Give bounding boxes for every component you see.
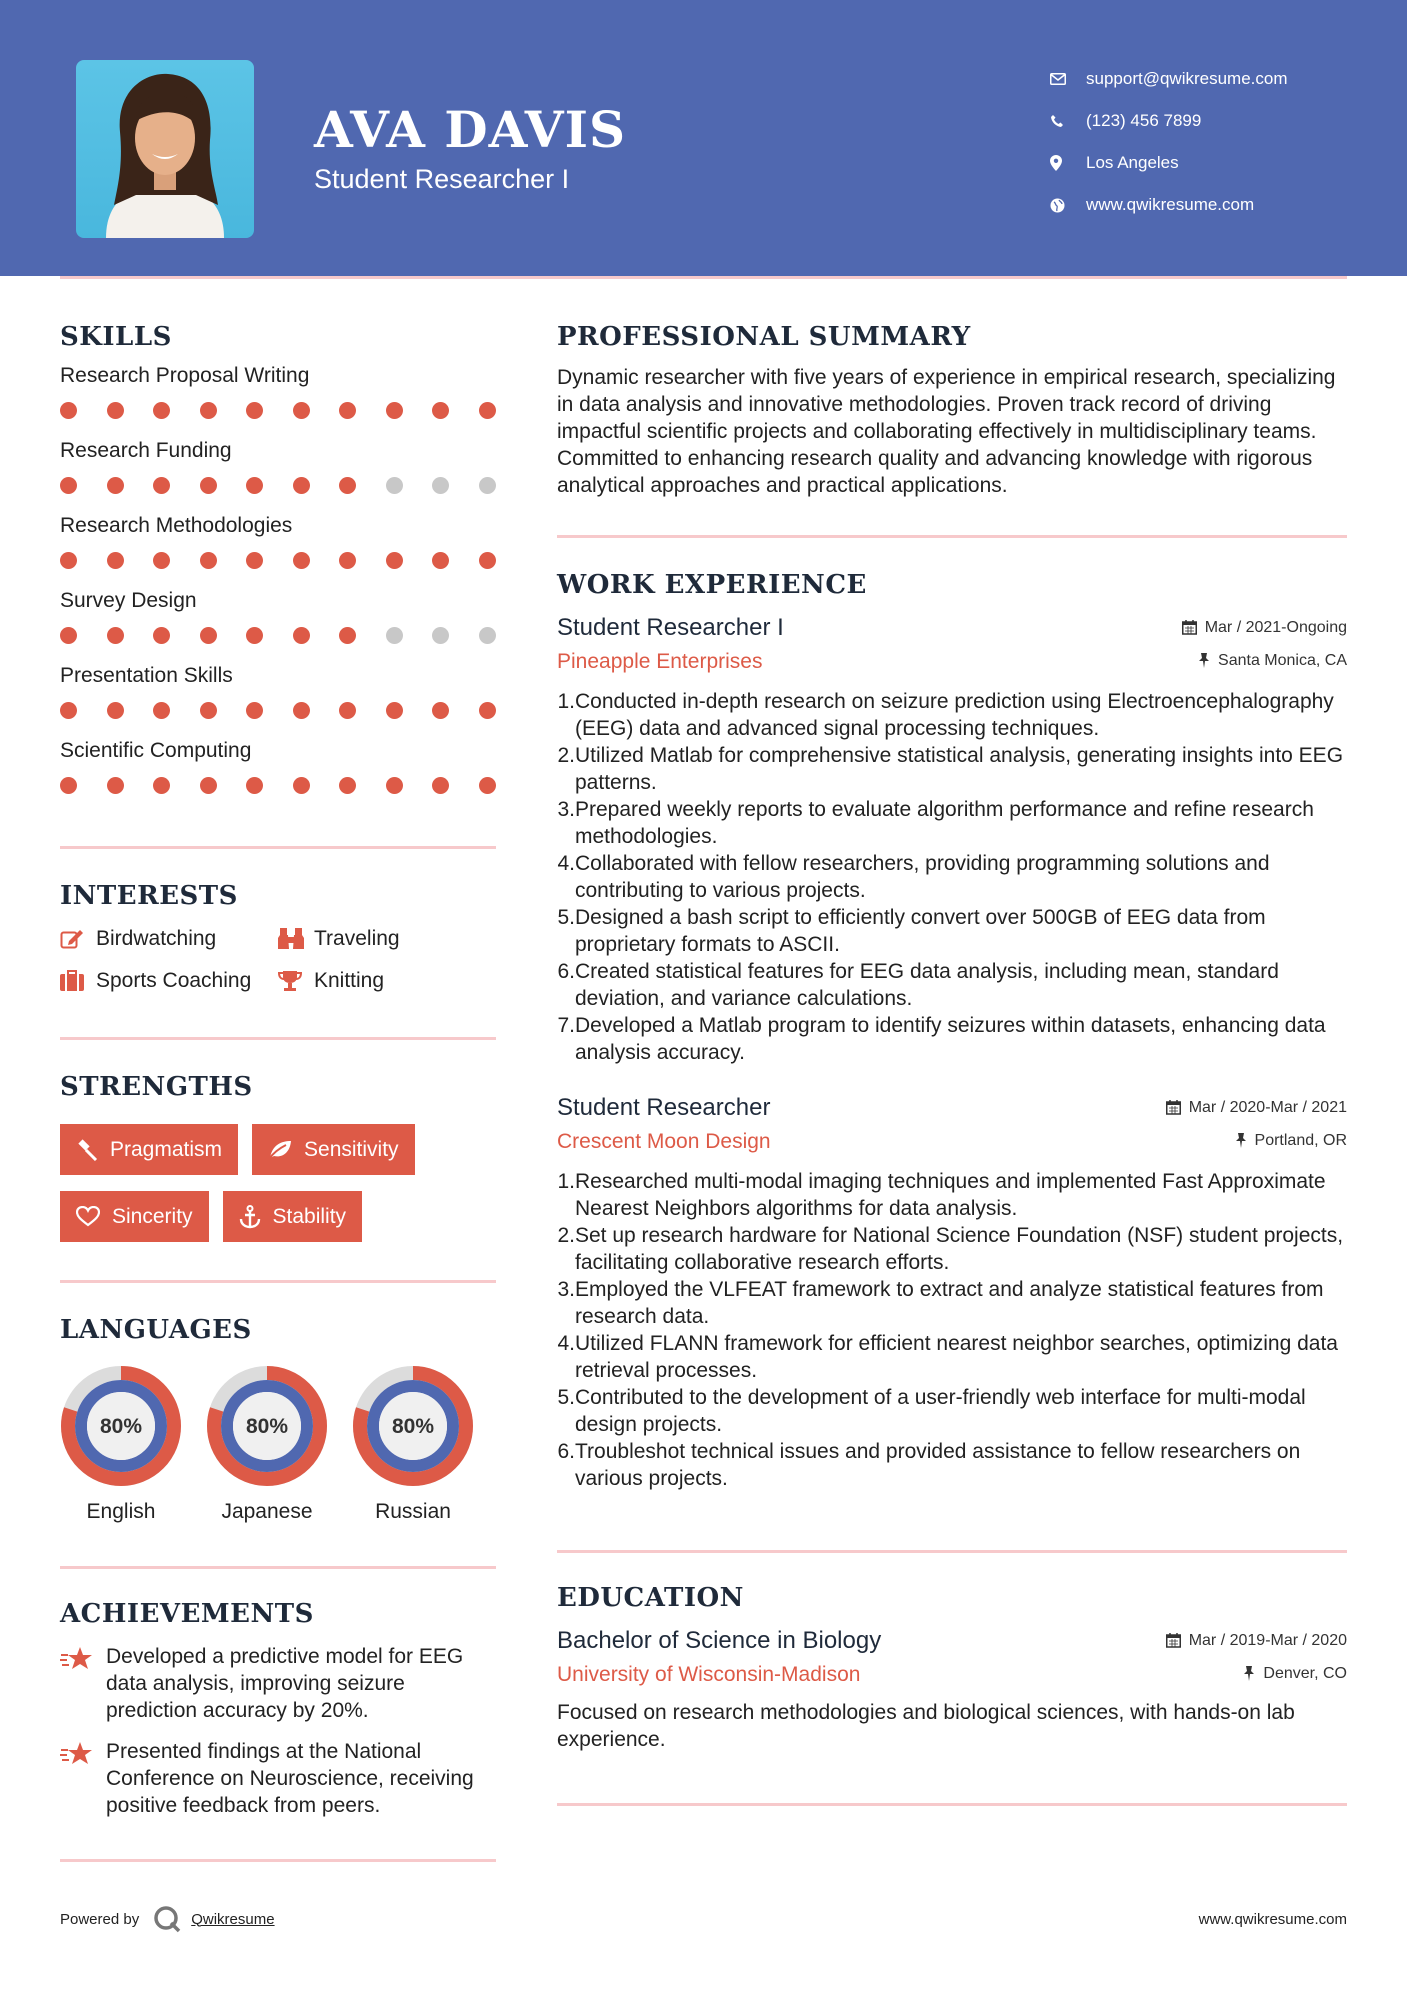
job-dates — [1182, 619, 1347, 637]
achievement-item — [60, 1738, 496, 1819]
skill-dot-filled — [107, 477, 124, 494]
job-bullet: 6. Troubleshot technical issues and provided assistance to fellow researchers on various projects. — [557, 1438, 1347, 1492]
achievement-text: Developed a predictive model for EEG data analysis, improving seizure prediction accuracy by 20%. — [106, 1645, 464, 1722]
skill-item — [60, 364, 496, 419]
job-title: Student Researcher I — [557, 614, 784, 641]
resume-header — [0, 0, 1407, 276]
education-school: University of Wisconsin-Madison — [557, 1663, 861, 1686]
skill-dot-filled — [339, 627, 356, 644]
summary-text: Dynamic researcher with five years of experience in empirical research, specializing in data analysis and innovative methodologies. Proven track record of driving impactful scientific projects and collaborating effectively in multidisciplinary teams. Committed to enhancing research quality and advancing knowledge with rigorous analytical approaches and practical applications. — [557, 366, 1336, 497]
job-bullet-text: Employed the VLFEAT framework to extract and analyze statistical features from research data. — [575, 1278, 1324, 1328]
footer — [60, 1902, 1347, 1936]
job-location-text: Santa Monica, CA — [1218, 651, 1347, 669]
strength-tag — [223, 1191, 363, 1242]
skill-dot-filled — [339, 552, 356, 569]
job-bullet-text: Utilized Matlab for comprehensive statistical analysis, generating insights into EEG patterns. — [575, 744, 1344, 794]
job-subheader — [557, 1130, 1347, 1154]
powered-by-label: Powered by — [60, 1910, 140, 1928]
summary-title: PROFESSIONAL SUMMARY — [557, 322, 971, 352]
skill-dot-empty — [479, 477, 496, 494]
strength-tag — [60, 1191, 209, 1242]
right-column — [557, 322, 1347, 1806]
skill-dot-filled — [107, 627, 124, 644]
interest-label: Knitting — [314, 969, 385, 992]
pin-icon — [1243, 1666, 1255, 1681]
skill-dot-filled — [386, 402, 403, 419]
trophy-icon — [278, 970, 314, 992]
skill-item — [60, 514, 496, 569]
job-bullet: 3. Prepared weekly reports to evaluate algorithm performance and refine research methodologies. — [557, 796, 1347, 850]
left-column — [60, 322, 496, 1862]
skill-dot-filled — [200, 627, 217, 644]
language-percent: 80% — [99, 1415, 143, 1438]
section-divider — [60, 846, 496, 849]
anchor-icon — [239, 1205, 261, 1229]
language-ring — [206, 1365, 328, 1487]
achievement-text: Presented findings at the National Conference on Neuroscience, receiving positive feedback from peers. — [106, 1740, 474, 1817]
candidate-name: AVA DAVIS — [314, 100, 627, 159]
skill-dot-filled — [432, 777, 449, 794]
skill-dot-filled — [246, 627, 263, 644]
skill-dot-filled — [339, 402, 356, 419]
skill-dot-filled — [200, 777, 217, 794]
skill-dot-filled — [386, 777, 403, 794]
skill-name: Research Funding — [60, 439, 232, 462]
skill-dot-filled — [60, 402, 77, 419]
contact-email-text: support@qwikresume.com — [1086, 69, 1288, 88]
job-bullet: 2. Utilized Matlab for comprehensive statistical analysis, generating insights into EEG patterns. — [557, 742, 1347, 796]
skill-dot-filled — [293, 552, 310, 569]
skill-item — [60, 439, 496, 494]
skill-rating — [60, 402, 496, 419]
skill-rating — [60, 702, 496, 719]
skill-rating — [60, 477, 496, 494]
skill-dot-filled — [246, 777, 263, 794]
section-divider — [60, 1037, 496, 1040]
skill-dot-filled — [293, 777, 310, 794]
skill-dot-filled — [432, 552, 449, 569]
interest-item — [60, 927, 278, 951]
job-dates — [1166, 1099, 1347, 1117]
skill-dot-filled — [386, 702, 403, 719]
section-divider — [60, 1566, 496, 1569]
job-subheader — [557, 650, 1347, 674]
skill-dot-filled — [60, 777, 77, 794]
skill-item — [60, 739, 496, 794]
job-bullets — [557, 688, 1347, 1066]
interest-item — [278, 969, 496, 993]
interests-title: INTERESTS — [60, 881, 238, 911]
job-bullet-text: Collaborated with fellow researchers, providing programming solutions and contributing to various projects. — [575, 852, 1270, 902]
job-bullet-text: Prepared weekly reports to evaluate algorithm performance and refine research methodologies. — [575, 798, 1314, 848]
skill-dot-empty — [432, 477, 449, 494]
section-divider — [60, 1280, 496, 1283]
skill-dot-filled — [293, 627, 310, 644]
qwikresume-link[interactable]: Qwikresume — [191, 1910, 275, 1928]
skill-dot-filled — [200, 477, 217, 494]
strength-label: Pragmatism — [110, 1137, 223, 1161]
education-title: EDUCATION — [557, 1583, 744, 1613]
qwikresume-logo-icon — [153, 1905, 181, 1933]
skills-list — [60, 364, 496, 794]
section-divider — [557, 535, 1347, 538]
skill-dot-filled — [293, 402, 310, 419]
skill-dot-filled — [386, 552, 403, 569]
job-dates-text: Mar / 2021-Ongoing — [1204, 618, 1347, 636]
experience-title: WORK EXPERIENCE — [557, 570, 867, 600]
skill-dot-empty — [432, 627, 449, 644]
contact-email[interactable] — [1050, 58, 1288, 100]
contact-list — [1050, 58, 1288, 226]
job-bullet: 3. Employed the VLFEAT framework to extract and analyze statistical features from research data. — [557, 1276, 1347, 1330]
skill-name: Survey Design — [60, 589, 197, 612]
heart-icon — [76, 1206, 100, 1227]
skill-dot-filled — [200, 702, 217, 719]
strength-label: Sincerity — [112, 1204, 193, 1228]
interest-label: Sports Coaching — [96, 969, 252, 992]
gavel-icon — [76, 1139, 98, 1161]
contact-phone[interactable] — [1050, 100, 1288, 142]
language-item — [206, 1365, 328, 1524]
skill-dot-filled — [107, 552, 124, 569]
education-entry — [557, 1627, 1347, 1753]
skill-dot-filled — [479, 777, 496, 794]
achievements-list — [60, 1643, 496, 1819]
job-entry — [557, 1094, 1347, 1492]
language-name: English — [86, 1500, 156, 1523]
skill-dot-empty — [386, 477, 403, 494]
skill-name: Research Methodologies — [60, 514, 293, 537]
job-bullet-text: Researched multi-modal imaging techniques and implemented Fast Approximate Nearest Neighbors algorithms for data analysis. — [575, 1170, 1326, 1220]
calendar-icon — [1166, 1100, 1181, 1115]
powered-by — [60, 1905, 275, 1933]
skill-dot-filled — [153, 777, 170, 794]
skill-name: Research Proposal Writing — [60, 364, 310, 387]
pin-icon — [1198, 653, 1210, 668]
language-ring — [352, 1365, 474, 1487]
language-percent: 80% — [245, 1415, 289, 1438]
job-bullet-text: Designed a bash script to efficiently convert over 500GB of EEG data from proprietary formats to ASCII. — [575, 906, 1266, 956]
pin-icon — [1235, 1133, 1247, 1148]
job-bullet-text: Troubleshot technical issues and provided assistance to fellow researchers on various projects. — [575, 1440, 1301, 1490]
section-divider — [60, 1859, 496, 1862]
job-bullet: 4. Collaborated with fellow researchers, providing programming solutions and contributing to various projects. — [557, 850, 1347, 904]
strength-tag — [60, 1124, 238, 1175]
job-bullet-text: Developed a Matlab program to identify seizures within datasets, enhancing data analysis accuracy. — [575, 1014, 1326, 1064]
calendar-icon — [1182, 620, 1197, 635]
binoculars-icon — [278, 928, 314, 950]
languages-title: LANGUAGES — [60, 1315, 252, 1345]
strength-tag — [252, 1124, 415, 1175]
leaf-icon — [268, 1140, 292, 1160]
briefcase-icon — [60, 970, 96, 992]
strengths-title: STRENGTHS — [60, 1072, 253, 1102]
email-icon — [1050, 73, 1086, 85]
education-dates-text: Mar / 2019-Mar / 2020 — [1188, 1631, 1347, 1649]
skill-dot-filled — [107, 702, 124, 719]
skill-dot-empty — [479, 627, 496, 644]
skill-dot-filled — [479, 402, 496, 419]
skill-dot-filled — [246, 402, 263, 419]
job-location-text: Portland, OR — [1254, 1131, 1347, 1149]
interest-item — [60, 969, 278, 993]
achievement-item — [60, 1643, 496, 1724]
strengths-list — [60, 1124, 496, 1242]
skill-dot-filled — [339, 777, 356, 794]
language-item — [352, 1365, 474, 1524]
skill-dot-filled — [107, 402, 124, 419]
language-percent: 80% — [391, 1415, 435, 1438]
job-location — [1235, 1132, 1347, 1150]
skill-dot-filled — [153, 627, 170, 644]
strength-label: Stability — [272, 1204, 347, 1228]
interests-list — [60, 927, 496, 993]
skill-dot-filled — [60, 702, 77, 719]
job-bullet: 5. Contributed to the development of a user-friendly web interface for multi-modal design projects. — [557, 1384, 1347, 1438]
contact-location — [1050, 142, 1288, 184]
edit-icon — [60, 928, 96, 950]
skill-dot-filled — [153, 402, 170, 419]
skill-dot-filled — [107, 777, 124, 794]
job-bullets — [557, 1168, 1347, 1492]
job-company: Pineapple Enterprises — [557, 650, 763, 673]
profile-photo — [76, 60, 254, 238]
job-bullet-text: Created statistical features for EEG data analysis, including mean, standard deviation, and variance calculations. — [575, 960, 1279, 1010]
skill-dot-filled — [432, 702, 449, 719]
education-description: Focused on research methodologies and biological sciences, with hands-on lab experience. — [557, 1701, 1295, 1751]
skill-dot-filled — [339, 702, 356, 719]
contact-website[interactable] — [1050, 184, 1288, 226]
skill-rating — [60, 627, 496, 644]
skill-rating — [60, 552, 496, 569]
skill-dot-filled — [339, 477, 356, 494]
skill-dot-filled — [479, 702, 496, 719]
skill-rating — [60, 777, 496, 794]
footer-url[interactable]: www.qwikresume.com — [1198, 1910, 1347, 1928]
skill-dot-filled — [153, 477, 170, 494]
language-ring — [60, 1365, 182, 1487]
language-item — [60, 1365, 182, 1524]
job-company: Crescent Moon Design — [557, 1130, 771, 1153]
language-name: Russian — [375, 1500, 451, 1523]
job-entry — [557, 614, 1347, 1066]
skill-dot-filled — [60, 627, 77, 644]
job-header — [557, 614, 1347, 642]
skill-dot-filled — [432, 402, 449, 419]
skill-dot-filled — [60, 552, 77, 569]
contact-location-text: Los Angeles — [1086, 153, 1179, 172]
skill-dot-filled — [246, 477, 263, 494]
skill-item — [60, 664, 496, 719]
calendar-icon — [1166, 1633, 1181, 1648]
skill-dot-empty — [386, 627, 403, 644]
skill-dot-filled — [60, 477, 77, 494]
job-bullet-text: Conducted in-depth research on seizure prediction using Electroencephalography (EEG) data and advanced signal processing techniques. — [575, 690, 1334, 740]
contact-phone-text: (123) 456 7899 — [1086, 111, 1202, 130]
job-title: Student Researcher — [557, 1094, 771, 1121]
star-award-icon — [60, 1738, 106, 1819]
skill-dot-filled — [246, 702, 263, 719]
interest-label: Birdwatching — [96, 927, 217, 950]
job-bullet: 6. Created statistical features for EEG data analysis, including mean, standard deviation, and variance calculations. — [557, 958, 1347, 1012]
job-bullet: 1. Researched multi-modal imaging techniques and implemented Fast Approximate Nearest Neighbors algorithms for data analysis. — [557, 1168, 1347, 1222]
skill-dot-filled — [153, 702, 170, 719]
job-bullet-text: Set up research hardware for National Science Foundation (NSF) student projects, facilitating collaborative research efforts. — [575, 1224, 1344, 1274]
education-degree: Bachelor of Science in Biology — [557, 1627, 882, 1654]
job-dates-text: Mar / 2020-Mar / 2021 — [1188, 1098, 1347, 1116]
contact-website-text: www.qwikresume.com — [1086, 195, 1255, 214]
skill-dot-filled — [200, 402, 217, 419]
skill-name: Presentation Skills — [60, 664, 233, 687]
job-bullet-text: Contributed to the development of a user-friendly web interface for multi-modal design projects. — [575, 1386, 1306, 1436]
education-dates — [1166, 1632, 1347, 1650]
job-bullet: 5. Designed a bash script to efficiently convert over 500GB of EEG data from proprietary formats to ASCII. — [557, 904, 1347, 958]
skills-title: SKILLS — [60, 322, 172, 352]
section-divider — [557, 1803, 1347, 1806]
skill-dot-filled — [200, 552, 217, 569]
education-header — [557, 1627, 1347, 1655]
job-bullet: 1. Conducted in-depth research on seizure prediction using Electroencephalography (EEG) data and advanced signal processing techniques. — [557, 688, 1347, 742]
skill-dot-filled — [246, 552, 263, 569]
phone-icon — [1050, 114, 1086, 128]
education-subheader — [557, 1663, 1347, 1687]
star-award-icon — [60, 1643, 106, 1724]
job-bullet-text: Utilized FLANN framework for efficient nearest neighbor searches, optimizing data retrieval processes. — [575, 1332, 1338, 1382]
job-bullet: 4. Utilized FLANN framework for efficient nearest neighbor searches, optimizing data retrieval processes. — [557, 1330, 1347, 1384]
section-divider — [557, 1550, 1347, 1553]
interest-item — [278, 927, 496, 951]
education-location-text: Denver, CO — [1263, 1664, 1347, 1682]
languages-list — [60, 1365, 496, 1524]
skill-item — [60, 589, 496, 644]
skill-dot-filled — [479, 552, 496, 569]
skill-dot-filled — [293, 477, 310, 494]
skill-dot-filled — [293, 702, 310, 719]
location-icon — [1050, 155, 1086, 171]
header-divider — [60, 276, 1347, 279]
job-location — [1198, 652, 1347, 670]
education-location — [1243, 1665, 1347, 1683]
skill-dot-filled — [153, 552, 170, 569]
achievements-title: ACHIEVEMENTS — [60, 1599, 314, 1629]
skill-name: Scientific Computing — [60, 739, 252, 762]
language-name: Japanese — [221, 1500, 313, 1523]
job-bullet: 2. Set up research hardware for National Science Foundation (NSF) student projects, facilitating collaborative research efforts. — [557, 1222, 1347, 1276]
interest-label: Traveling — [314, 927, 400, 950]
job-header — [557, 1094, 1347, 1122]
strength-label: Sensitivity — [304, 1137, 399, 1161]
candidate-title: Student Researcher I — [314, 164, 570, 194]
job-bullet: 7. Developed a Matlab program to identify seizures within datasets, enhancing data analysis accuracy. — [557, 1012, 1347, 1066]
globe-icon — [1050, 198, 1086, 213]
